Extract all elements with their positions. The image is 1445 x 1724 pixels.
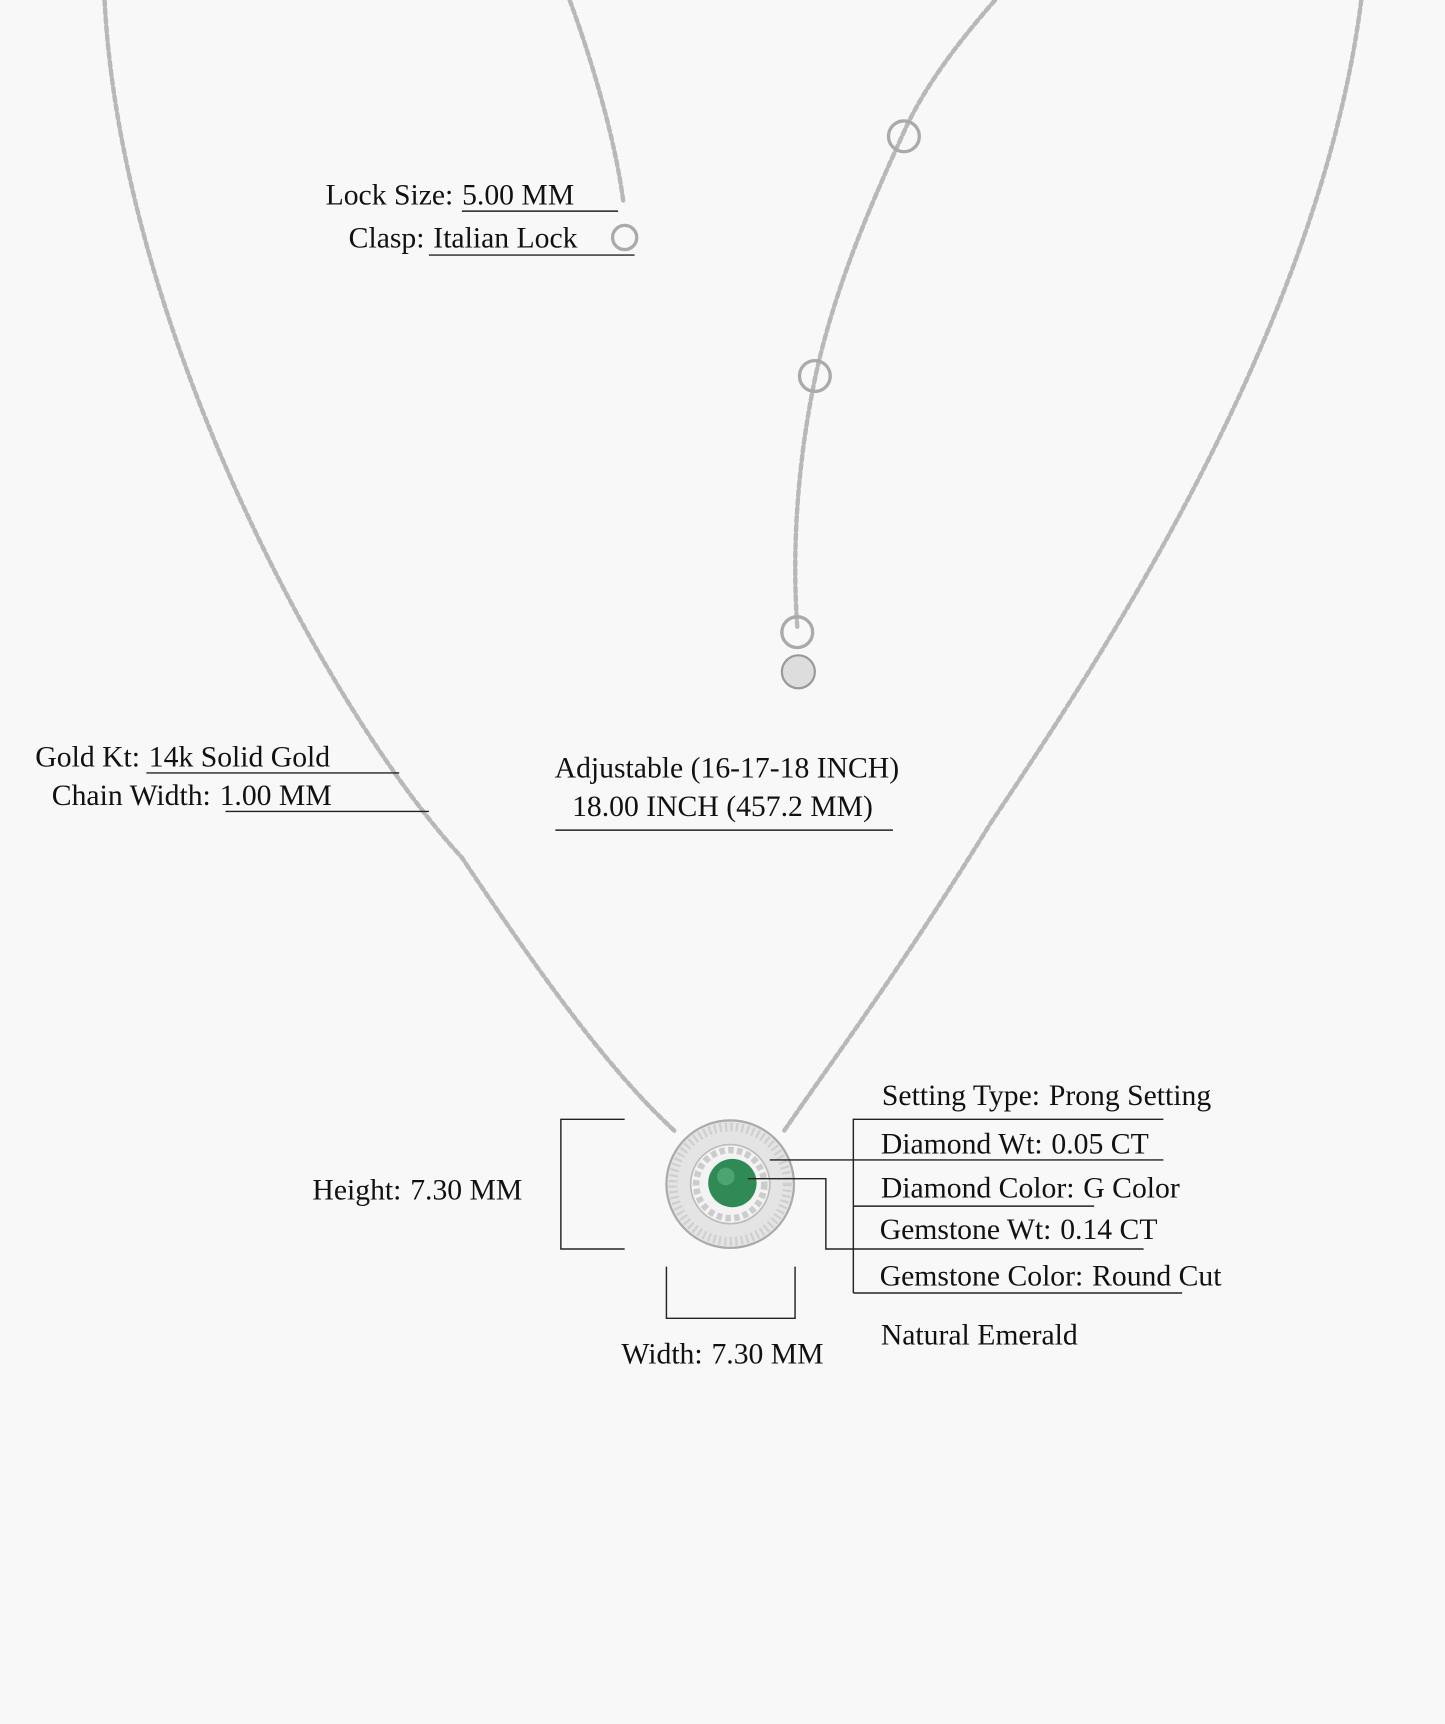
- width-spec: Width: 7.30 MM: [621, 1338, 824, 1371]
- gemstone-color-value: Round Cut: [1092, 1260, 1222, 1293]
- end-bead: [782, 655, 815, 688]
- diamond-wt-value: 0.05 CT: [1051, 1128, 1149, 1161]
- gemstone-wt-value: 0.14 CT: [1060, 1214, 1158, 1247]
- diamond-wt-label: Diamond Wt:: [880, 1128, 1043, 1161]
- svg-text:Gemstone Color:Round Cut: [880, 1260, 1223, 1292]
- gemstone-color-continued: Natural Emerald: [880, 1319, 1078, 1352]
- setting-type-label: Setting Type:: [881, 1079, 1041, 1112]
- emerald-stone: [708, 1159, 756, 1207]
- svg-text:Diamond Wt:0.05 CT: [881, 1128, 1149, 1160]
- svg-text:Setting Type:Prong Setting: [882, 1080, 1211, 1112]
- length-adjustable: Adjustable (16-17-18 INCH): [554, 752, 900, 785]
- gemstone-wt-label: Gemstone Wt:: [879, 1214, 1052, 1247]
- clasp-label: Clasp:: [348, 222, 425, 255]
- svg-text:Lock Size:5.00 MM: [326, 180, 575, 212]
- necklace-chain: [105, 0, 1362, 1132]
- height-spec: Height: 7.30 MM: [312, 1174, 523, 1207]
- svg-text:Chain Width:1.00 MM: [52, 780, 332, 812]
- lock-size-value: 5.00 MM: [462, 179, 575, 212]
- gold-kt-label: Gold Kt:: [35, 741, 141, 774]
- setting-type-value: Prong Setting: [1048, 1079, 1212, 1112]
- chain-width-label: Chain Width:: [51, 779, 211, 812]
- pendant: [666, 1120, 794, 1248]
- svg-text:Clasp:Italian Lock: [349, 222, 578, 254]
- chain-width-value: 1.00 MM: [219, 779, 332, 812]
- gold-kt-value: 14k Solid Gold: [148, 741, 331, 774]
- lock-size-label: Lock Size:: [325, 179, 454, 212]
- gemstone-color-label: Gemstone Color:: [879, 1260, 1084, 1293]
- diamond-color-value: G Color: [1083, 1172, 1180, 1205]
- svg-text:Gemstone Wt:0.14 CT: [880, 1214, 1158, 1246]
- svg-text:Diamond Color:G Color: [881, 1172, 1180, 1204]
- length-total: 18.00 INCH (457.2 MM): [572, 790, 873, 823]
- diamond-color-label: Diamond Color:: [880, 1172, 1075, 1205]
- svg-text:Gold Kt:14k Solid Gold: [35, 741, 330, 773]
- clasp-value: Italian Lock: [433, 222, 578, 255]
